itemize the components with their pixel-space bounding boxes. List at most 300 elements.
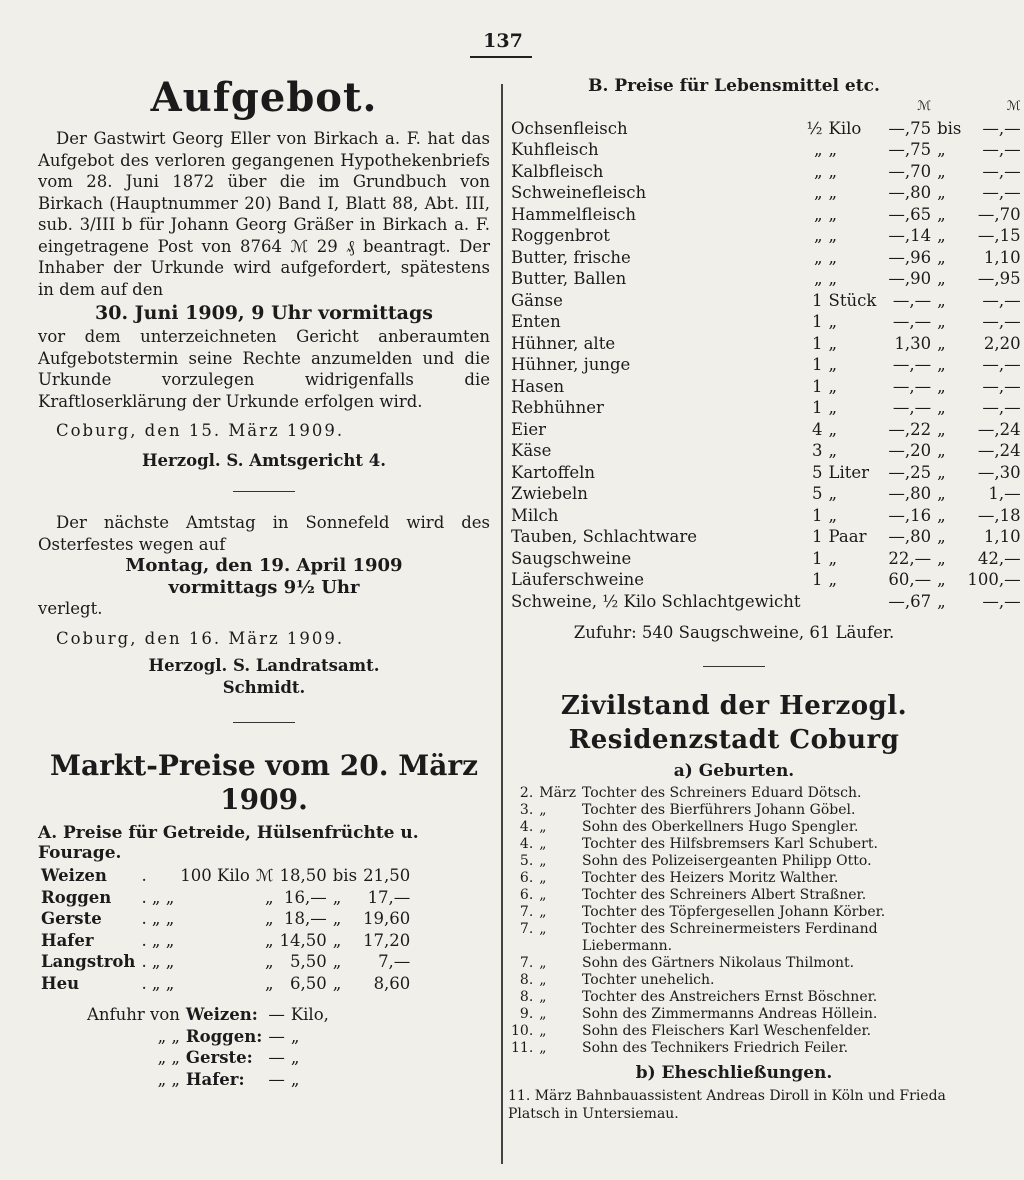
entry-month: „ [539, 903, 547, 920]
quantity: ½ [806, 118, 823, 138]
price-separator: „ [332, 952, 342, 971]
entry-text: Sohn des Fleischers Karl Weschenfelder. [582, 1022, 872, 1039]
quantity [177, 930, 253, 952]
price-low: —,70 [888, 161, 932, 181]
unit: „ [828, 333, 838, 353]
price-separator: „ [332, 909, 342, 928]
quantity: 1 [812, 548, 823, 568]
price-row [508, 204, 1024, 226]
entry-month: „ [539, 801, 547, 818]
product-name: Hammelfleisch [511, 204, 636, 224]
entry-day: 7. [519, 903, 534, 920]
price-high: 17,20 [363, 930, 411, 950]
supply-row [84, 1069, 332, 1091]
quantity: 1 [812, 527, 823, 546]
supply-row [84, 1004, 332, 1026]
product-name: Kalbfleisch [511, 161, 604, 181]
price-high: 2,20 [983, 333, 1021, 353]
price-separator: „ [332, 973, 342, 993]
product-name: Schweinefleisch [511, 183, 647, 202]
price-row [508, 376, 1024, 398]
entry-month: „ [539, 869, 547, 886]
price-row [508, 354, 1024, 376]
entry-month: „ [539, 988, 547, 1005]
birth-entry [508, 989, 960, 1006]
unit: „ [828, 247, 838, 267]
price-row [508, 247, 1024, 269]
price-low: —,14 [888, 226, 932, 245]
price-low: —,96 [888, 247, 932, 267]
price-row [508, 526, 1024, 548]
price-high: —,24 [977, 419, 1021, 439]
unit: „ [828, 376, 838, 396]
supply-prefix: „ „ [157, 1026, 180, 1046]
price-high: 100,— [967, 570, 1021, 589]
entry-month: „ [539, 852, 547, 869]
supply-amount: — [268, 1005, 285, 1024]
price-separator: „ [937, 419, 946, 439]
price-separator: „ [937, 183, 946, 202]
price-low: —,67 [888, 591, 932, 611]
entry-text: Tochter des Bierführers Johann Göbel. [582, 801, 856, 818]
quantity [804, 591, 826, 613]
divider [233, 491, 295, 492]
quantity: 4 [812, 419, 823, 439]
aufgebot-signature: Herzogl. S. Amtsgericht 4. [141, 450, 387, 470]
price-separator: „ [937, 570, 946, 589]
entry-month: „ [539, 920, 547, 937]
supply-unit: „ [290, 1069, 300, 1089]
amtstag-verlegt: verlegt. [38, 599, 103, 618]
filler-dots: . [141, 866, 147, 885]
filler-dots: . „ „ [141, 930, 175, 950]
amtstag-signature-1: Herzogl. S. Landratsamt. [148, 656, 380, 675]
unit: Kilo [828, 118, 862, 138]
entry-text: Tochter des Schreinermeisters Ferdinand Liebermann. [582, 920, 878, 954]
unit: „ [828, 161, 838, 181]
price-row [508, 440, 1024, 462]
currency-mark: ℳ [917, 99, 932, 114]
price-high: —,30 [977, 462, 1021, 482]
price-high: 7,— [378, 952, 411, 971]
price-high: —,— [982, 118, 1021, 138]
quantity [177, 951, 253, 973]
price-low: —,75 [888, 140, 932, 159]
price-row [508, 333, 1024, 355]
price-separator: bis [332, 866, 358, 885]
price-high: —,70 [977, 204, 1021, 224]
product-name: Butter, Ballen [511, 269, 627, 288]
price-high: —,— [982, 591, 1021, 611]
currency-mark: ℳ [1006, 99, 1021, 114]
supply-prefix: „ „ [157, 1069, 180, 1089]
price-separator: „ [937, 398, 946, 417]
product-name: Saugschweine [511, 548, 632, 568]
price-low: —,65 [888, 204, 932, 224]
price-row [38, 908, 413, 930]
quantity: 5 [812, 484, 823, 503]
product-name: Kuhfleisch [511, 140, 599, 159]
product-name: Gänse [511, 290, 563, 310]
price-low: —,— [892, 376, 932, 396]
unit: „ [828, 226, 838, 245]
price-low: —,22 [888, 419, 932, 439]
price-separator: „ [937, 140, 946, 159]
entry-day: 5. [519, 852, 534, 869]
price-low: —,80 [888, 484, 932, 503]
entry-day: 8. [519, 988, 534, 1005]
entry-text: Sohn des Technikers Friedrich Feiler. [582, 1039, 849, 1056]
quantity: „ [813, 247, 823, 267]
unit: „ [828, 505, 838, 525]
price-high: —,— [982, 398, 1021, 417]
product-name: Hafer [41, 930, 94, 950]
price-low: 6,50 [290, 973, 327, 993]
product-name: Roggenbrot [511, 226, 610, 245]
price-row [38, 951, 413, 973]
price-high: —,— [982, 312, 1021, 331]
marriages-heading: b) Eheschließungen. [635, 1062, 833, 1083]
product-name: Weizen [41, 866, 107, 885]
quantity [177, 908, 253, 930]
price-row [508, 139, 1024, 161]
supply-item: Hafer: [185, 1069, 245, 1089]
price-low: —,— [892, 355, 932, 374]
price-separator: „ [937, 441, 946, 460]
product-name: Rebhühner [511, 398, 604, 417]
entry-month: „ [539, 818, 547, 835]
unit: „ [828, 140, 838, 159]
currency: „ [264, 973, 274, 993]
currency: „ [264, 930, 274, 950]
price-row [508, 397, 1024, 419]
quantity: 1 [812, 312, 823, 331]
price-low: —,80 [888, 527, 932, 546]
price-row [508, 569, 1024, 591]
supply-prefix: „ „ [157, 1048, 180, 1067]
market-section-a: A. Preise für Getreide, Hülsenfrüchte u. Fourage. [38, 823, 419, 863]
price-row [508, 118, 1024, 140]
entry-day: 4. [519, 835, 534, 852]
price-row [508, 268, 1024, 290]
entry-day: 10. [511, 1022, 534, 1039]
births-heading: a) Geburten. [673, 760, 795, 781]
birth-entry [508, 904, 960, 921]
entry-text: Tochter des Hilfsbremsers Karl Schubert. [582, 835, 878, 852]
currency: „ [264, 887, 274, 907]
price-row [508, 225, 1024, 247]
amtstag-body: Der nächste Amtstag in Sonnefeld wird des Osterfestes wegen auf [38, 513, 490, 554]
birth-entry [508, 1023, 960, 1040]
amtstag-place-date: Coburg, den 16. März 1909. [56, 628, 345, 648]
price-low: —,— [892, 398, 932, 417]
price-separator: bis [937, 118, 962, 138]
product-name: Heu [41, 973, 80, 993]
supply-item: Weizen: [185, 1005, 258, 1024]
price-row [508, 419, 1024, 441]
price-separator: „ [937, 290, 946, 310]
price-row [508, 591, 1024, 613]
food-price-table [508, 96, 1024, 612]
supply-prefix: Anfuhr von [87, 1005, 180, 1024]
price-low: —,— [892, 290, 932, 310]
aufgebot-body: Der Gastwirt Georg Eller von Birkach a. F. hat das Aufgebot des verloren gegangenen Hypothekenbriefs vom 28. Juni 1872 über die im Grundbuch von Birkach (Hauptnummer 20) Band I, Blatt 88, Abt. III, sub. 3/III b für Johann Georg Gräßer in Birkach a. F. eingetragene Post von 8764 ℳ 29 ₰ beantragt. Der Inhaber der Urkunde wird aufgefordert, spätestens in dem auf den [38, 129, 490, 299]
price-low: —,75 [888, 118, 932, 138]
price-separator: „ [937, 247, 946, 267]
price-high: —,— [982, 183, 1021, 202]
price-low: 60,— [888, 570, 932, 589]
price-high: 19,60 [363, 909, 411, 928]
price-low: 22,— [888, 548, 932, 568]
product-name: Milch [511, 505, 559, 525]
entry-text: Tochter des Heizers Moritz Walther. [582, 869, 839, 886]
entry-day: 4. [519, 818, 534, 835]
price-low: 14,50 [279, 930, 327, 950]
unit: „ [828, 419, 838, 439]
birth-entry [508, 1006, 960, 1023]
birth-entry [508, 870, 960, 887]
price-row [508, 182, 1024, 204]
birth-entry [508, 887, 960, 904]
quantity: „ [813, 161, 823, 181]
marriage-entry: 11. März Bahnbauassistent Andreas Diroll in Köln und Frieda Platsch in Untersiemau. [508, 1087, 946, 1122]
birth-entry [508, 1040, 960, 1057]
amtstag-date-line-1: Montag, den 19. April 1909 [125, 555, 403, 576]
birth-entry [508, 955, 960, 972]
product-name: Zwiebeln [511, 484, 588, 503]
aufgebot-date-line: 30. Juni 1909, 9 Uhr vormittags [95, 302, 433, 324]
unit: Liter [828, 462, 870, 482]
price-row [508, 290, 1024, 312]
quantity: 1 [812, 290, 823, 310]
price-separator: „ [332, 887, 342, 907]
price-low: 1,30 [894, 333, 932, 353]
unit: Stück [828, 290, 877, 310]
product-name: Läuferschweine [511, 570, 645, 589]
divider [233, 722, 295, 723]
quantity [177, 887, 253, 909]
price-separator: „ [937, 312, 946, 331]
price-separator: „ [937, 548, 946, 568]
entry-month: „ [539, 1005, 547, 1022]
price-low: —,20 [888, 441, 932, 460]
price-row [38, 930, 413, 952]
price-row [508, 548, 1024, 570]
quantity: 5 [812, 462, 823, 482]
entry-text: Tochter des Schreiners Eduard Dötsch. [582, 784, 862, 801]
price-separator: „ [937, 505, 946, 525]
unit: „ [828, 355, 838, 374]
filler-dots: . „ „ [141, 909, 175, 928]
product-name: Käse [511, 441, 552, 460]
quantity: „ [813, 183, 823, 202]
entry-day: 6. [519, 886, 534, 903]
right-column [508, 74, 1021, 1123]
price-separator: „ [937, 462, 946, 482]
price-low: 5,50 [290, 952, 327, 971]
price-separator: „ [937, 591, 946, 611]
price-low: —,25 [888, 462, 932, 482]
entry-month: „ [539, 1022, 547, 1039]
price-high: —,15 [977, 226, 1021, 245]
entry-day: 9. [519, 1005, 534, 1022]
price-high: 1,10 [983, 527, 1021, 546]
unit: „ [828, 312, 838, 331]
entry-day: 7. [519, 920, 534, 937]
quantity: 1 [812, 505, 823, 525]
entry-text: Sohn des Oberkellners Hugo Spengler. [582, 818, 859, 835]
price-high: —,— [982, 376, 1021, 396]
price-row [508, 161, 1024, 183]
unit: „ [828, 570, 838, 589]
price-high: 1,10 [983, 247, 1021, 267]
entry-month: „ [539, 954, 547, 971]
entry-day: 7. [519, 954, 534, 971]
price-row [508, 483, 1024, 505]
unit: „ [828, 269, 838, 288]
product-name: Gerste [41, 909, 102, 928]
product-name: Enten [511, 312, 561, 331]
price-high: —,18 [977, 505, 1021, 525]
quantity: „ [813, 269, 823, 288]
entry-text: Tochter des Schreiners Albert Straßner. [582, 886, 867, 903]
price-low: —,16 [888, 505, 932, 525]
price-row [508, 505, 1024, 527]
page-number: 137 [483, 30, 523, 52]
supply-unit: Kilo, [290, 1005, 329, 1024]
unit: „ [828, 548, 838, 568]
price-high: —,95 [977, 269, 1021, 288]
entry-text: Sohn des Zimmermanns Andreas Höllein. [582, 1005, 878, 1022]
entry-text: Tochter des Töpfergesellen Johann Körber. [582, 903, 886, 920]
birth-entry [508, 921, 960, 955]
entry-day: 11. [511, 1039, 534, 1056]
top-rule [470, 56, 532, 58]
price-row [38, 887, 413, 909]
price-high: —,— [982, 290, 1021, 310]
aufgebot-title: Aufgebot. [150, 74, 378, 121]
birth-entry [508, 802, 960, 819]
price-separator: „ [937, 527, 946, 546]
price-high: 1,— [988, 484, 1021, 503]
amtstag-date-line-2: vormittags 9½ Uhr [168, 576, 360, 598]
price-separator: „ [937, 226, 946, 245]
product-name: Eier [511, 419, 546, 439]
price-separator: „ [937, 484, 946, 503]
price-row [38, 973, 413, 995]
price-row [508, 311, 1024, 333]
quantity: 1 [812, 355, 823, 374]
product-name: Hühner, junge [511, 355, 631, 374]
entry-text: Sohn des Polizeisergeanten Philipp Otto. [582, 852, 872, 869]
filler-dots: . „ „ [141, 952, 175, 971]
price-high: 21,50 [363, 866, 411, 885]
quantity [177, 973, 253, 995]
entry-text: Sohn des Gärtners Nikolaus Thilmont. [582, 954, 855, 971]
entry-day: 2. [519, 784, 534, 801]
product-name: Ochsenfleisch [511, 118, 628, 138]
birth-entry [508, 853, 960, 870]
product-name: Schweine, ½ Kilo Schlachtgewicht [511, 591, 801, 611]
price-row [508, 462, 1024, 484]
currency: „ [264, 909, 274, 928]
supply-amount: — [268, 1069, 285, 1089]
filler-dots: . „ „ [141, 887, 175, 907]
price-low: 18,50 [279, 866, 327, 885]
price-separator: „ [937, 376, 946, 396]
quantity: „ [813, 204, 823, 224]
filler-dots: . „ „ [141, 973, 175, 993]
unit [826, 591, 880, 613]
price-row [38, 865, 413, 887]
quantity: 1 [812, 376, 823, 396]
entry-month: „ [539, 971, 547, 988]
birth-entry [508, 972, 960, 989]
price-separator: „ [937, 269, 946, 288]
birth-entry [508, 819, 960, 836]
currency: „ [264, 952, 274, 971]
quantity: 1 [812, 398, 823, 417]
price-separator: „ [937, 204, 946, 224]
left-column [38, 74, 490, 1090]
price-low: —,90 [888, 269, 932, 288]
quantity: „ [813, 140, 823, 159]
column-divider [501, 84, 503, 1164]
price-low: —,80 [888, 183, 932, 202]
quantity: 1 [812, 570, 823, 589]
price-separator: „ [937, 355, 946, 374]
product-name: Hühner, alte [511, 333, 616, 353]
price-high: —,24 [977, 441, 1021, 460]
unit: Paar [828, 527, 867, 546]
supply-amount: — [268, 1048, 285, 1067]
supply-unit: „ [290, 1048, 300, 1067]
entry-month: „ [539, 835, 547, 852]
price-high: 42,— [977, 548, 1021, 568]
supply-row [84, 1026, 332, 1048]
quantity: 100 Kilo [180, 866, 250, 885]
price-high: 17,— [367, 887, 411, 907]
unit: „ [828, 204, 838, 224]
entry-text: Tochter des Anstreichers Ernst Böschner. [582, 988, 878, 1005]
price-high: —,— [982, 161, 1021, 181]
quantity: „ [813, 226, 823, 245]
price-low: —,— [892, 312, 932, 331]
product-name: Tauben, Schlachtware [511, 527, 698, 546]
market-title: Markt-Preise vom 20. März 1909. [50, 749, 478, 816]
price-low: 16,— [284, 887, 327, 907]
birth-entry [508, 785, 960, 802]
quantity: 1 [812, 333, 823, 353]
supply-table [84, 1004, 332, 1090]
product-name: Roggen [41, 887, 112, 907]
quantity: 3 [812, 441, 823, 460]
birth-entry [508, 836, 960, 853]
civil-registry-title: Zivilstand der Herzogl. Residenzstadt Coburg [560, 690, 908, 755]
entry-month: „ [539, 886, 547, 903]
entry-day: 8. [519, 971, 534, 988]
divider [703, 666, 765, 667]
amtstag-signature-2: Schmidt. [222, 677, 306, 697]
price-high: —,— [982, 355, 1021, 374]
price-high: —,— [982, 140, 1021, 159]
entry-day: 6. [519, 869, 534, 886]
supply-item: Gerste: [185, 1048, 253, 1067]
unit: „ [828, 441, 838, 460]
entry-month: „ [539, 1039, 547, 1056]
entry-text: Tochter unehelich. [582, 971, 715, 988]
product-name: Kartoffeln [511, 462, 596, 482]
